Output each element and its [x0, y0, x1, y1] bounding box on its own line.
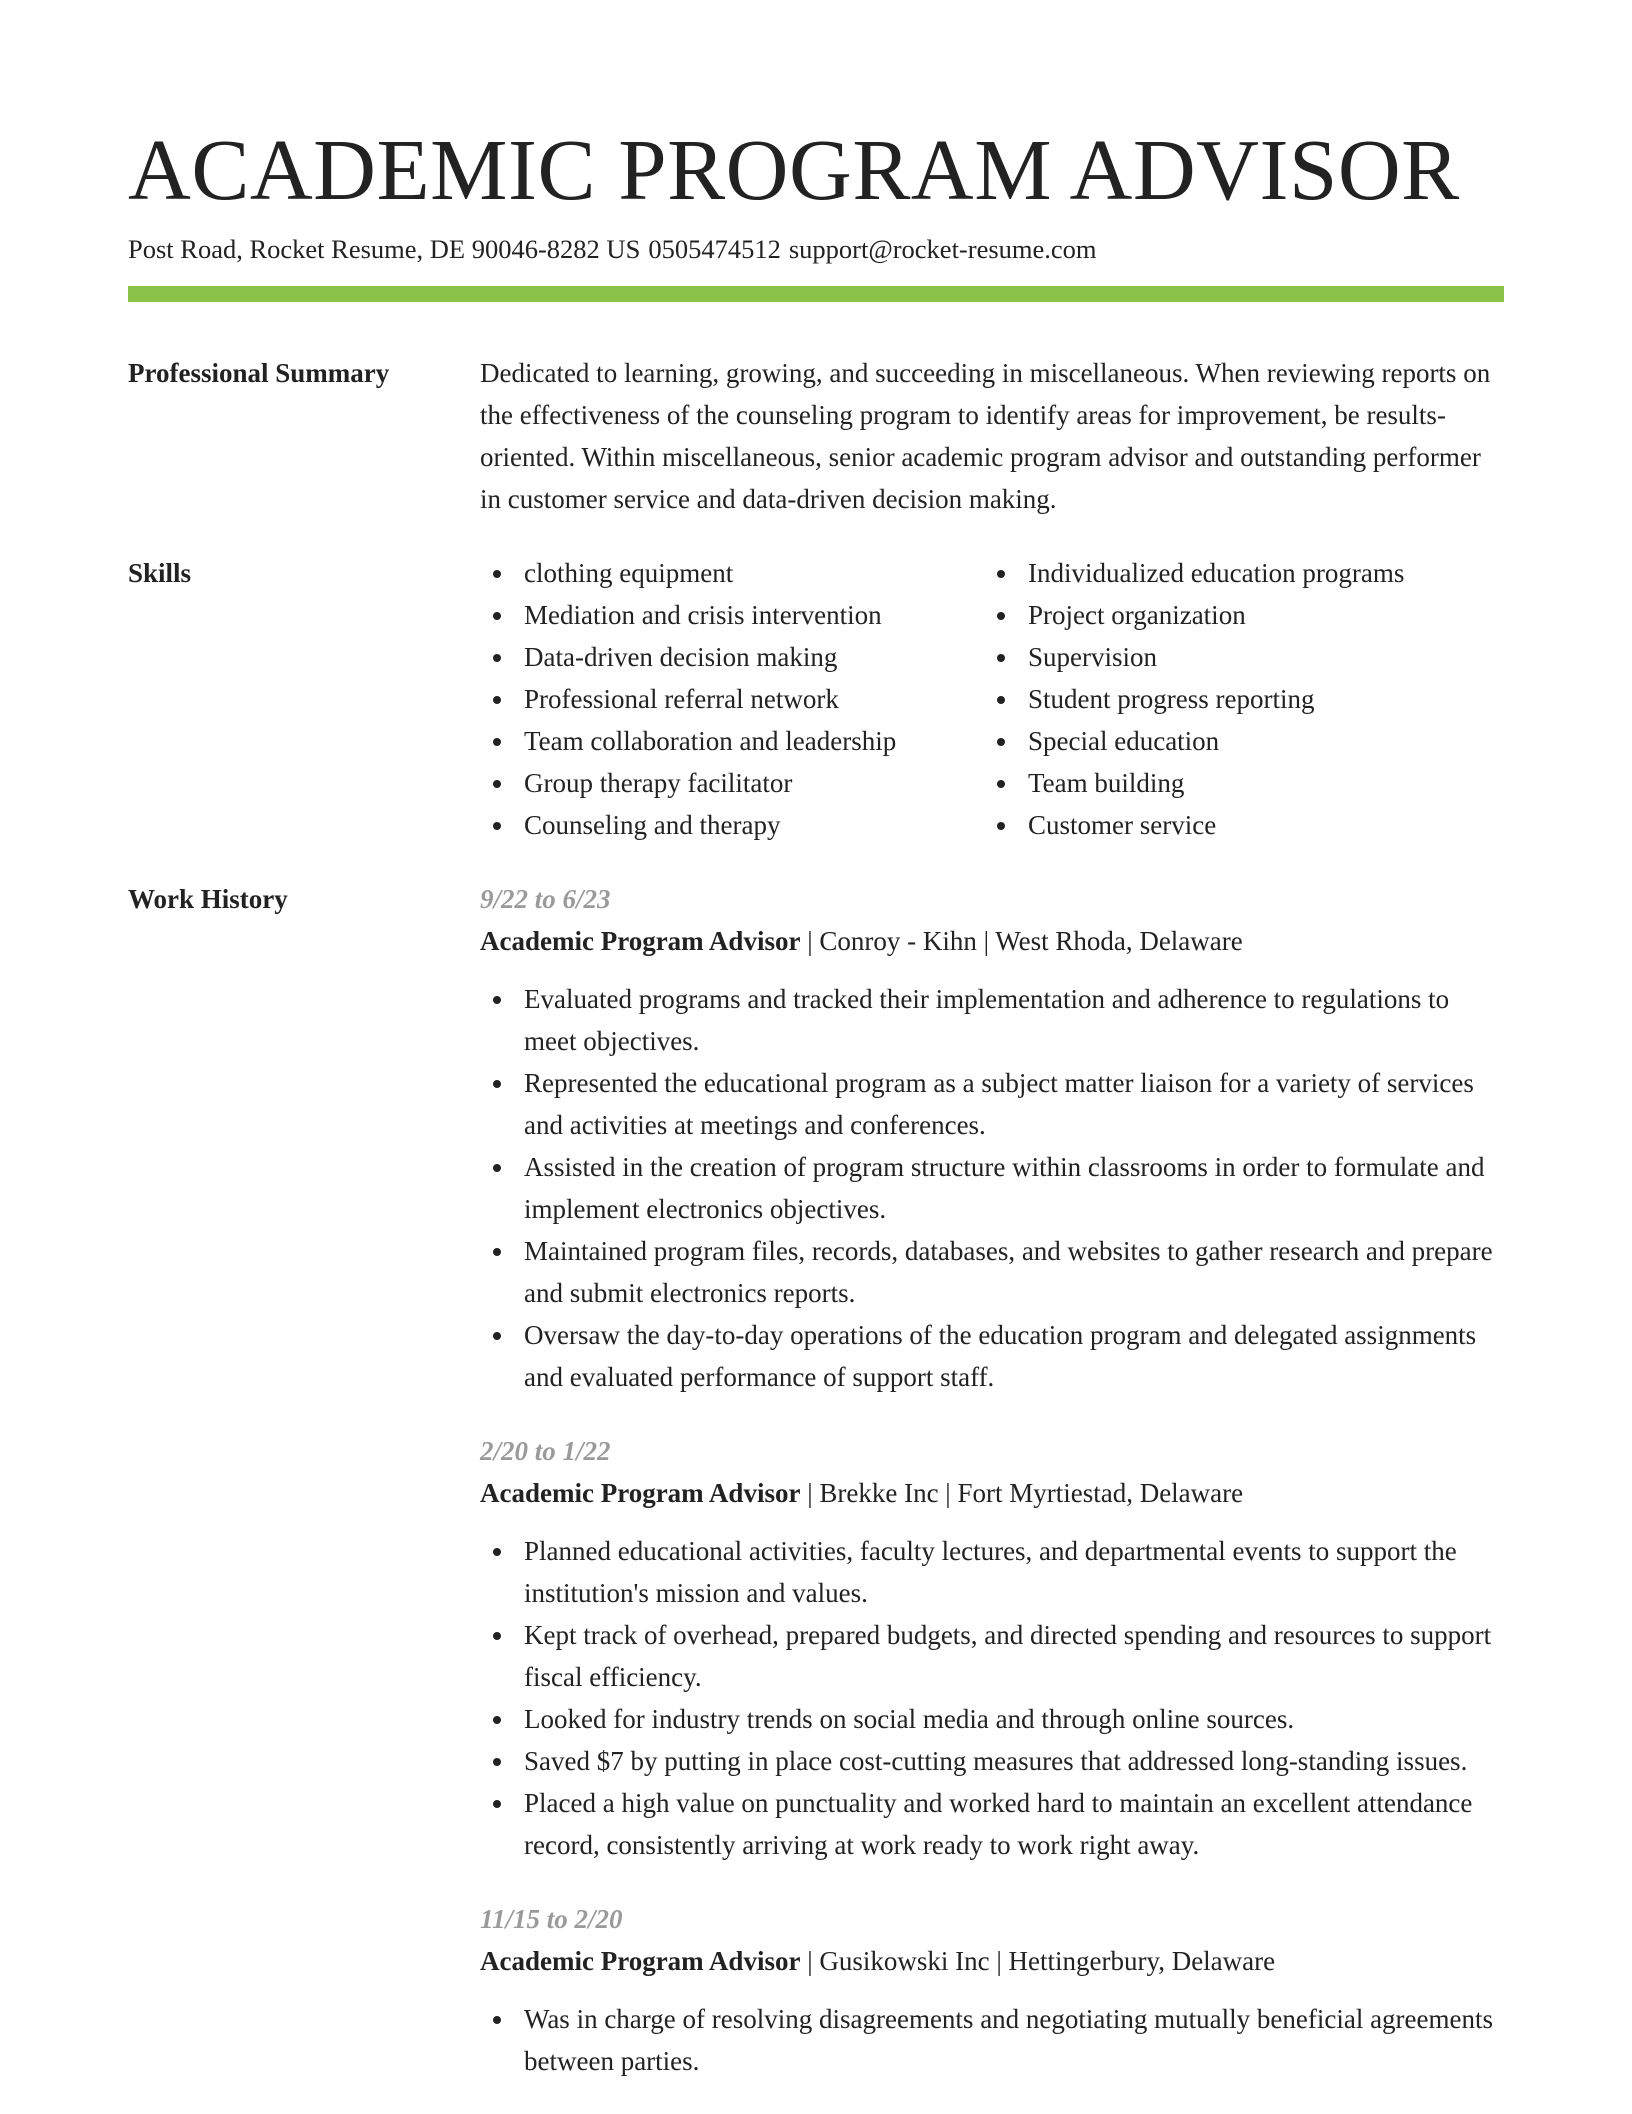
skill-item: Customer service [984, 804, 1488, 846]
skill-item: Team collaboration and leadership [480, 720, 984, 762]
job-dates: 2/20 to 1/22 [480, 1436, 611, 1466]
job-bullet: Maintained program files, records, databases, and websites to gather research and prepare and submit electronics reports. [480, 1230, 1504, 1314]
job-bullet: Placed a high value on punctuality and worked hard to maintain an excellent attendance record, consistently arriving at work ready to work right away. [480, 1782, 1504, 1866]
skills-list-right [984, 552, 1488, 846]
skill-item: Student progress reporting [984, 678, 1488, 720]
job-bullet: Evaluated programs and tracked their implementation and adherence to regulations to meet objectives. [480, 978, 1504, 1062]
resume-page [128, 120, 1504, 2114]
resume-title: ACADEMIC PROGRAM ADVISOR [128, 121, 1460, 218]
skill-item: Data-driven decision making [480, 636, 984, 678]
job-bullet: Looked for industry trends on social media and through online sources. [480, 1698, 1504, 1740]
skill-item: Supervision [984, 636, 1488, 678]
job-title: Academic Program Advisor [480, 926, 801, 956]
job-entry [480, 1430, 1504, 1866]
skill-item: Project organization [984, 594, 1488, 636]
job-dates: 11/15 to 2/20 [480, 1904, 623, 1934]
skills-columns [480, 552, 1504, 846]
work-history-section [128, 878, 1504, 2114]
job-bullet: Represented the educational program as a subject matter liaison for a variety of services and activities at meetings and conferences. [480, 1062, 1504, 1146]
skill-item: Professional referral network [480, 678, 984, 720]
job-title: Academic Program Advisor [480, 1478, 801, 1508]
skill-item: clothing equipment [480, 552, 984, 594]
skill-item: Counseling and therapy [480, 804, 984, 846]
skills-heading: Skills [128, 558, 192, 588]
job-title-line [480, 1472, 1504, 1514]
summary-heading: Professional Summary [128, 358, 390, 388]
skill-item: Special education [984, 720, 1488, 762]
job-title: Academic Program Advisor [480, 1946, 801, 1976]
skill-item: Group therapy facilitator [480, 762, 984, 804]
skill-item: Mediation and crisis intervention [480, 594, 984, 636]
skills-section [128, 552, 1504, 846]
work-history-body [480, 878, 1504, 2114]
job-title-line [480, 1940, 1504, 1982]
email-text: support@rocket-resume.com [788, 234, 1097, 264]
work-history-heading: Work History [128, 884, 288, 914]
job-bullet: Planned educational activities, faculty lectures, and departmental events to support the institution's mission and values. [480, 1530, 1504, 1614]
skills-list-left [480, 552, 984, 846]
job-bullet: Assisted in the creation of program structure within classrooms in order to formulate and implement electronics objectives. [480, 1146, 1504, 1230]
job-company-location: | Brekke Inc | Fort Myrtiestad, Delaware [800, 1478, 1244, 1508]
job-company-location: | Conroy - Kihn | West Rhoda, Delaware [800, 926, 1243, 956]
contact-line [128, 232, 1504, 266]
phone-text: 0505474512 [648, 234, 781, 264]
job-bullet-list [480, 978, 1504, 1398]
skill-item: Team building [984, 762, 1488, 804]
summary-section [128, 352, 1504, 520]
summary-text: Dedicated to learning, growing, and succeeding in miscellaneous. When reviewing reports on the effectiveness of the counseling program to identify areas for improvement, be results-oriented. Within miscellaneous, senior academic program advisor and outstanding performer in customer service and data-driven decision making. [480, 358, 1491, 514]
job-bullet-list [480, 1530, 1504, 1866]
job-bullet: Was in charge of resolving disagreements and negotiating mutually beneficial agreements between parties. [480, 1998, 1504, 2082]
address-text: Post Road, Rocket Resume, DE 90046-8282 US [128, 234, 641, 264]
job-entry [480, 878, 1504, 1398]
job-bullet: Oversaw the day-to-day operations of the education program and delegated assignments and evaluated performance of support staff. [480, 1314, 1504, 1398]
job-entry [480, 1898, 1504, 2082]
skill-item: Individualized education programs [984, 552, 1488, 594]
job-bullet-list [480, 1998, 1504, 2082]
header-accent-rule [128, 286, 1504, 302]
job-bullet: Kept track of overhead, prepared budgets, and directed spending and resources to support fiscal efficiency. [480, 1614, 1504, 1698]
job-title-line [480, 920, 1504, 962]
job-bullet: Saved $7 by putting in place cost-cutting measures that addressed long-standing issues. [480, 1740, 1504, 1782]
job-dates: 9/22 to 6/23 [480, 884, 611, 914]
job-company-location: | Gusikowski Inc | Hettingerbury, Delaware [800, 1946, 1276, 1976]
